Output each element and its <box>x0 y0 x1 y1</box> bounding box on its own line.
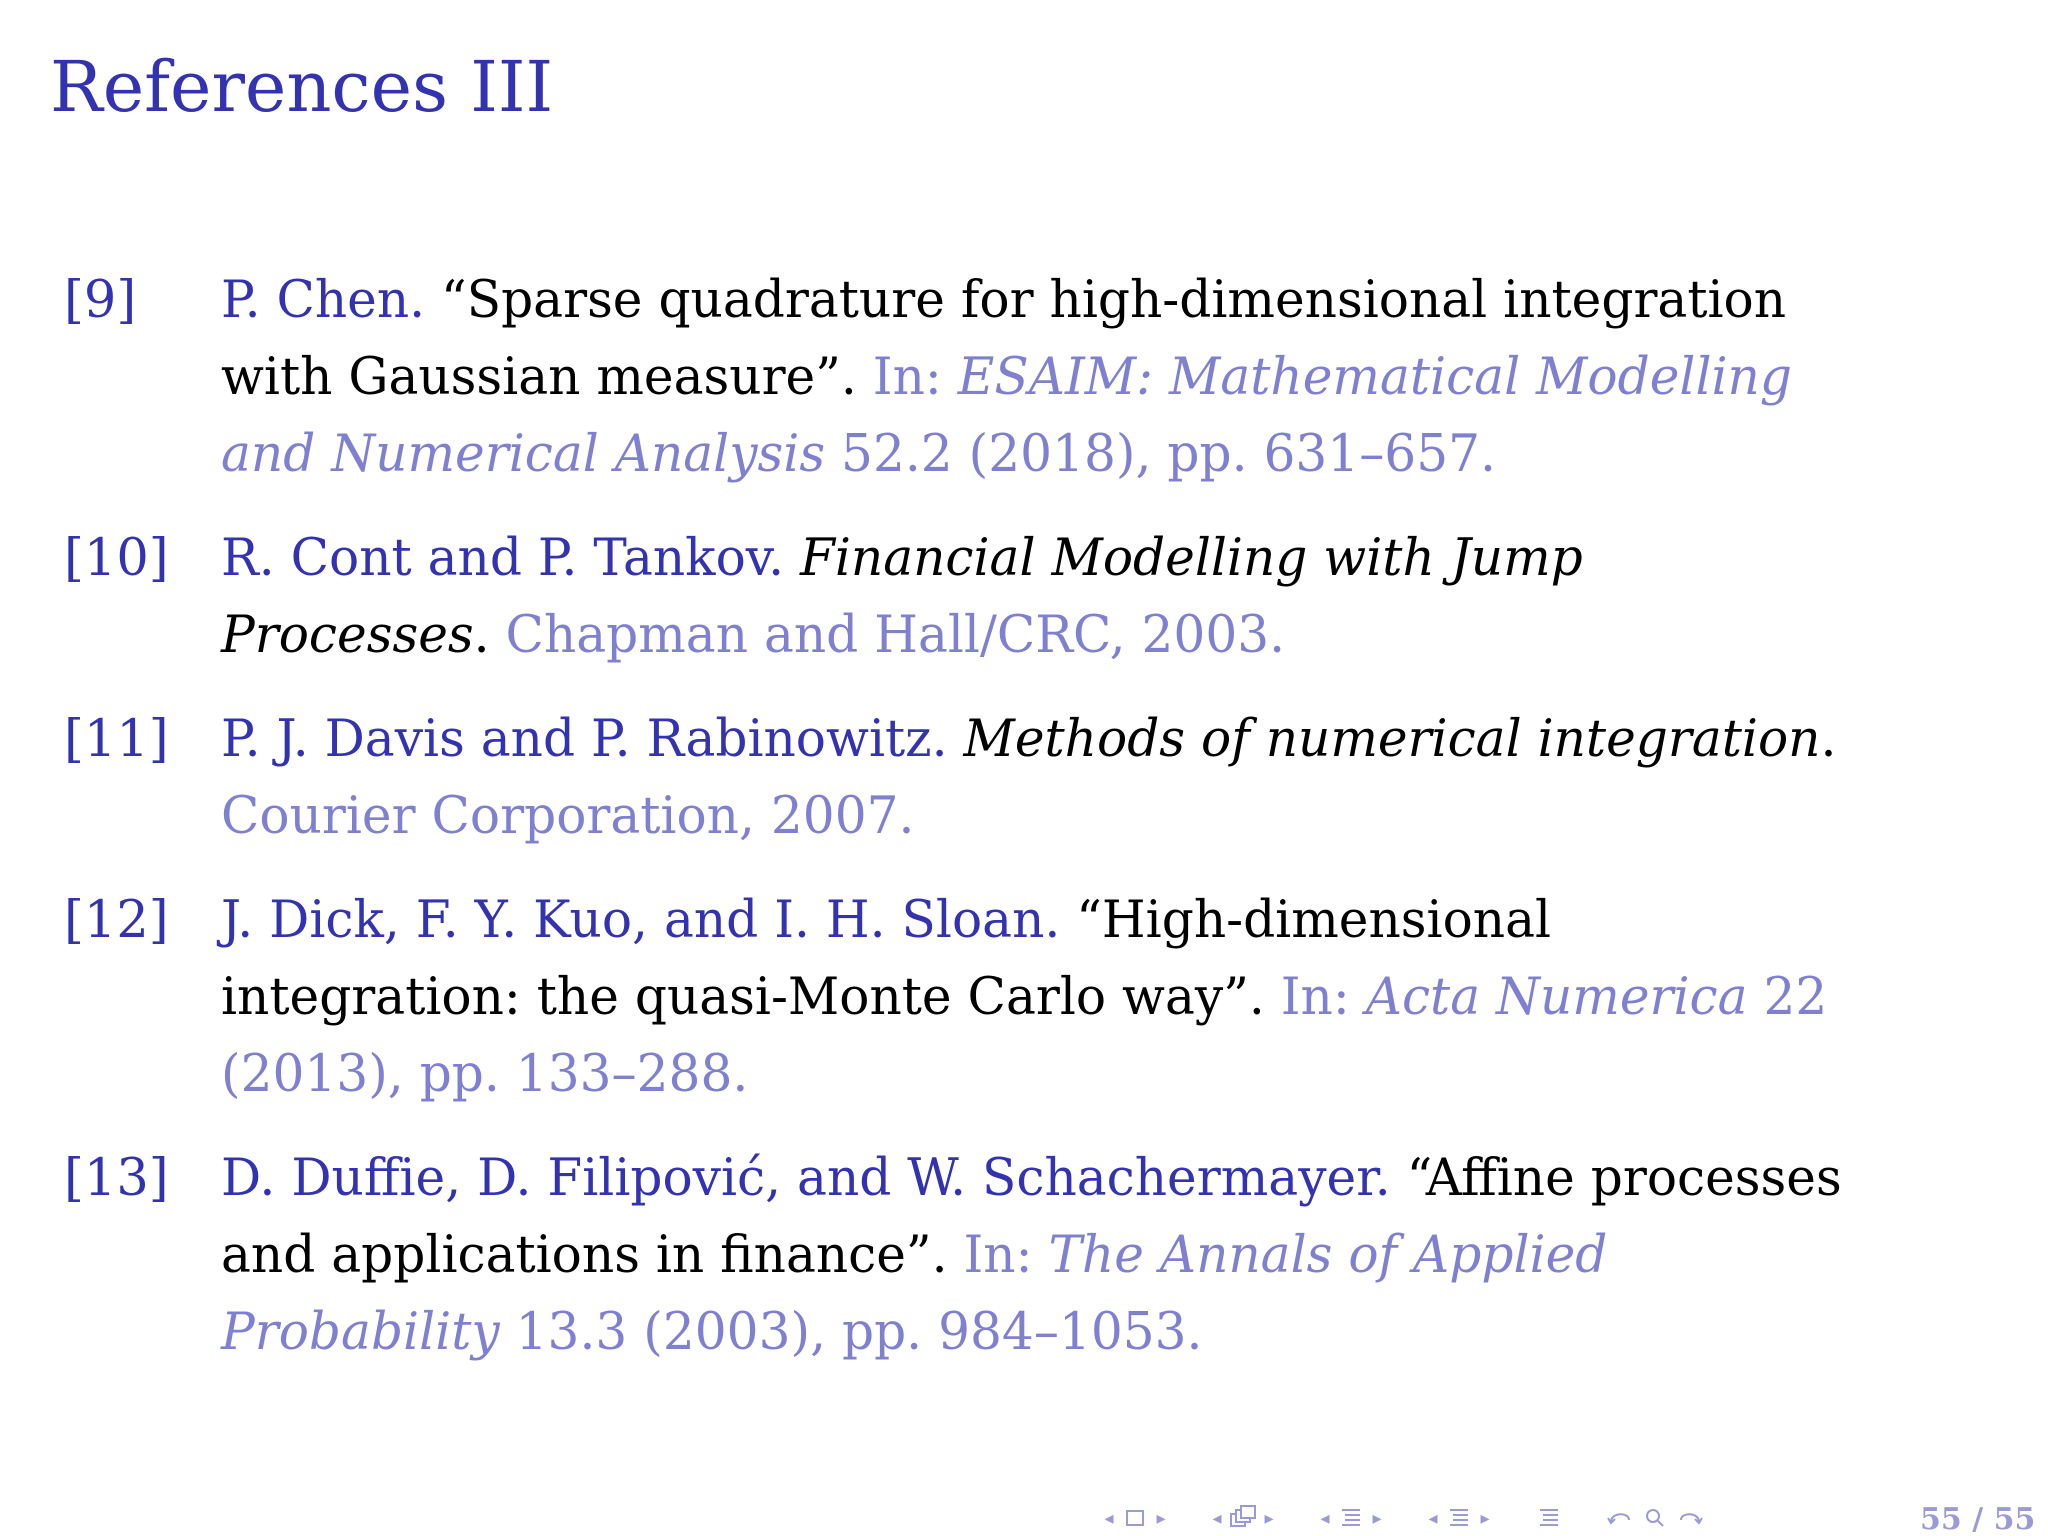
reference-pub-it-text: ESAIM: Mathematical Modelling <box>957 348 1792 407</box>
reference-entry <box>0 882 2048 1113</box>
reference-line <box>221 1294 2018 1371</box>
reference-line <box>221 520 2018 597</box>
page-title: References III <box>50 46 554 128</box>
reference-title-plain-text: with Gaussian measure”. <box>221 348 873 407</box>
reference-line <box>221 339 2018 416</box>
reference-author-text: D. Duffie, D. Filipović, and W. Schachermayer. <box>221 1149 1407 1208</box>
page-number: 55 / 55 <box>1920 1502 2036 1536</box>
reference-title-plain-text: integration: the quasi-Monte Carlo way”. <box>221 968 1281 1027</box>
nav-left-arrow-icon[interactable]: ◂ <box>1212 1507 1222 1529</box>
reference-author-text: R. Cont and P. Tankov. <box>221 529 801 588</box>
subsection-nav[interactable] <box>1208 1503 1278 1533</box>
forward-icon[interactable] <box>1672 1503 1706 1533</box>
reference-pub-it-text: and Numerical Analysis <box>221 425 826 484</box>
reference-list <box>0 262 2048 1371</box>
reference-label: [12] <box>64 891 169 950</box>
section-nav[interactable] <box>1316 1503 1386 1533</box>
nav-left-arrow-icon[interactable]: ◂ <box>1320 1507 1330 1529</box>
reference-title-it-text: Financial Modelling with Jump <box>800 529 1583 588</box>
nav-right-arrow-icon[interactable]: ▸ <box>1480 1507 1490 1529</box>
reference-author-text: P. Chen. <box>221 271 442 330</box>
reference-entry <box>0 520 2048 674</box>
document-nav-icon[interactable] <box>1442 1503 1476 1533</box>
subsection-nav-icon[interactable] <box>1226 1503 1260 1533</box>
reference-pub-text: 22 <box>1747 968 1828 1027</box>
nav-left-arrow-icon[interactable]: ◂ <box>1104 1507 1114 1529</box>
nav-right-arrow-icon[interactable]: ▸ <box>1372 1507 1382 1529</box>
reference-title-plain-text: “Affine processes <box>1406 1149 1842 1208</box>
reference-title-plain-text: “Sparse quadrature for high-dimensional integration <box>441 271 1787 330</box>
reference-pub-text: Courier Corporation, 2007. <box>221 787 915 846</box>
reference-title-it-text: Methods of numerical integration <box>963 710 1821 769</box>
nav-left-arrow-icon[interactable]: ◂ <box>1428 1507 1438 1529</box>
reference-entry <box>0 1140 2048 1371</box>
reference-entry <box>0 701 2048 855</box>
reference-author-text: J. Dick, F. Y. Kuo, and I. H. Sloan. <box>221 891 1077 950</box>
reference-pub-text: 13.3 (2003), pp. 984–1053. <box>499 1303 1203 1362</box>
reference-title-plain-text: . <box>1820 710 1837 769</box>
reference-line <box>221 1036 2018 1113</box>
back-icon[interactable] <box>1604 1503 1638 1533</box>
reference-pub-text: 52.2 (2018), pp. 631–657. <box>825 425 1496 484</box>
reference-pub-text: In: <box>872 348 958 407</box>
reference-line <box>221 597 2018 674</box>
reference-entry <box>0 262 2048 493</box>
nav-right-arrow-icon[interactable]: ▸ <box>1156 1507 1166 1529</box>
back-forward-search[interactable] <box>1604 1503 1706 1533</box>
reference-line <box>221 1217 2018 1294</box>
reference-title-plain-text: and applications in finance”. <box>221 1226 964 1285</box>
reference-author-text: P. J. Davis and P. Rabinowitz. <box>221 710 964 769</box>
reference-line <box>221 959 2018 1036</box>
reference-pub-text: In: <box>963 1226 1049 1285</box>
frame-nav-icon[interactable] <box>1118 1503 1152 1533</box>
reference-line <box>221 778 2018 855</box>
reference-pub-text: In: <box>1280 968 1366 1027</box>
reference-title-it-text: Processes <box>221 606 474 665</box>
reference-label: [10] <box>64 529 169 588</box>
section-nav-icon[interactable] <box>1334 1503 1368 1533</box>
reference-line <box>221 416 2018 493</box>
reference-label: [11] <box>64 710 169 769</box>
reference-pub-it-text: The Annals of Applied <box>1048 1226 1608 1285</box>
toc-nav[interactable] <box>1532 1503 1566 1533</box>
reference-line <box>221 882 2018 959</box>
frame-nav[interactable] <box>1100 1503 1170 1533</box>
nav-right-arrow-icon[interactable]: ▸ <box>1264 1507 1274 1529</box>
document-nav[interactable] <box>1424 1503 1494 1533</box>
reference-label: [9] <box>64 271 137 330</box>
search-icon[interactable] <box>1638 1503 1672 1533</box>
reference-pub-it-text: Probability <box>221 1303 500 1362</box>
reference-pub-text: (2013), pp. 133–288. <box>221 1045 749 1104</box>
reference-pub-text: Chapman and Hall/CRC, 2003. <box>505 606 1286 665</box>
reference-pub-it-text: Acta Numerica <box>1365 968 1748 1027</box>
toc-icon[interactable] <box>1532 1503 1566 1533</box>
reference-title-plain-text: . <box>473 606 506 665</box>
reference-line <box>221 1140 2018 1217</box>
reference-line <box>221 701 2018 778</box>
reference-line <box>221 262 2018 339</box>
reference-label: [13] <box>64 1149 169 1208</box>
reference-title-plain-text: “High-dimensional <box>1076 891 1552 950</box>
beamer-navigation-bar <box>1100 1500 1744 1536</box>
